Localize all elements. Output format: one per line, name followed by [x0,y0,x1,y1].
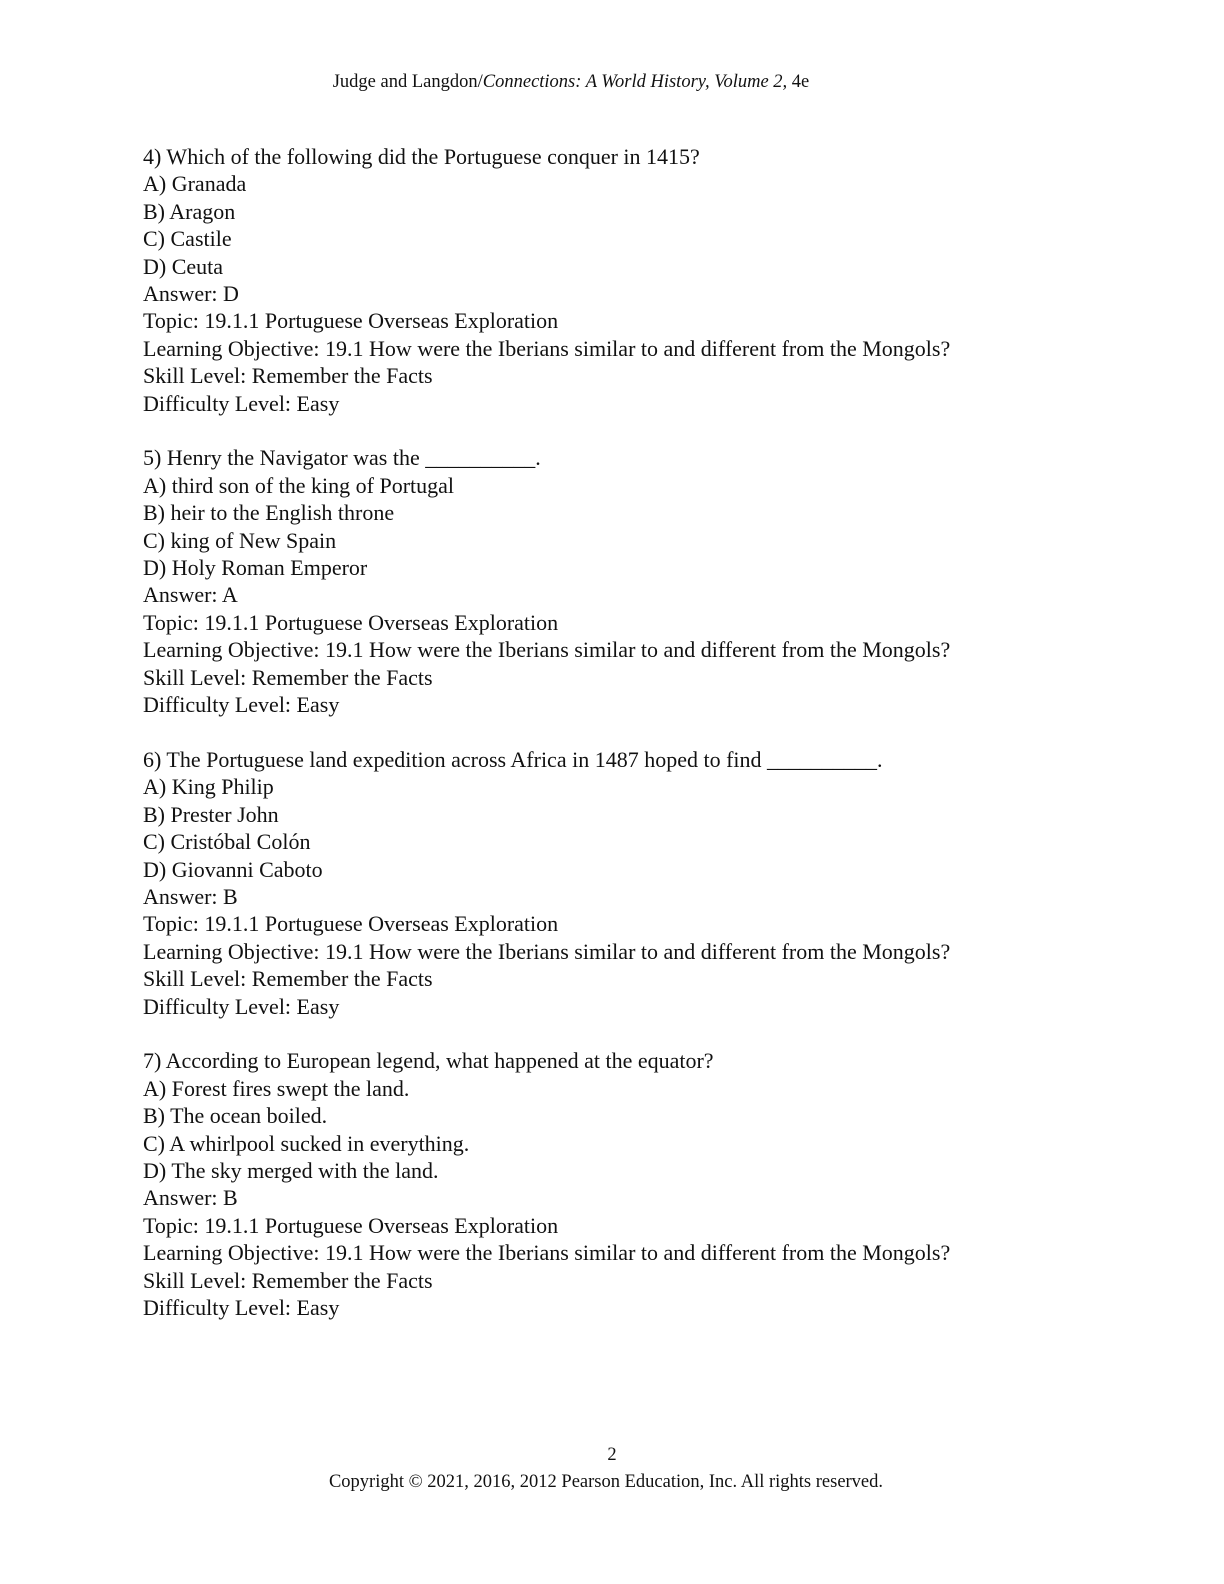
running-header [0,72,1142,93]
header-edition: 4e [787,72,810,92]
answer-option: C) Cristóbal Colón [143,829,311,855]
answer-key: Answer: A [143,582,238,608]
answer-option: A) Granada [143,171,247,197]
answer-option: B) Aragon [143,198,236,224]
answer-option: B) Prester John [143,801,279,827]
question-text: 5) Henry the Navigator was the __________. [143,445,541,471]
skill-level: Skill Level: Remember the Facts [143,664,433,690]
answer-option: D) Holy Roman Emperor [143,555,368,581]
question-text: 4) Which of the following did the Portuguese conquer in 1415? [143,144,700,169]
answer-option: A) third son of the king of Portugal [143,472,455,498]
topic: Topic: 19.1.1 Portuguese Overseas Exploration [143,609,559,635]
answer-option: B) The ocean boiled. [143,1103,328,1129]
learning-objective: Learning Objective: 19.1 How were the Iberians similar to and different from the Mongols? [143,637,951,663]
topic: Topic: 19.1.1 Portuguese Overseas Exploration [143,911,559,937]
question-block [143,746,950,1020]
question-block [143,143,950,417]
answer-key: Answer: B [143,883,238,909]
question-text: 7) According to European legend, what happened at the equator? [143,1048,714,1074]
answer-key: Answer: B [143,1185,238,1211]
answer-option: C) king of New Spain [143,527,337,553]
answer-option: D) The sky merged with the land. [143,1157,439,1183]
learning-objective: Learning Objective: 19.1 How were the Iberians similar to and different from the Mongols? [143,938,951,964]
skill-level: Skill Level: Remember the Facts [143,966,433,992]
question-text: 6) The Portuguese land expedition across Africa in 1487 hoped to find __________. [143,746,883,772]
header-book-title: Connections: A World History, Volume 2, [482,72,788,92]
skill-level: Skill Level: Remember the Facts [143,363,433,389]
difficulty-level: Difficulty Level: Easy [143,390,340,416]
page-number: 2 [607,1445,617,1465]
answer-option: A) Forest fires swept the land. [143,1075,410,1101]
skill-level: Skill Level: Remember the Facts [143,1267,433,1293]
difficulty-level: Difficulty Level: Easy [143,692,340,718]
answer-option: A) King Philip [143,774,274,800]
question-block [143,1047,950,1321]
answer-option: D) Giovanni Caboto [143,856,323,882]
copyright-notice: Copyright © 2021, 2016, 2012 Pearson Education, Inc. All rights reserved. [328,1472,884,1492]
learning-objective: Learning Objective: 19.1 How were the Iberians similar to and different from the Mongols? [143,335,951,361]
answer-option: D) Ceuta [143,253,224,279]
topic: Topic: 19.1.1 Portuguese Overseas Exploration [143,1212,559,1238]
question-block [143,444,950,718]
difficulty-level: Difficulty Level: Easy [143,1295,340,1321]
difficulty-level: Difficulty Level: Easy [143,993,340,1019]
answer-option: C) A whirlpool sucked in everything. [143,1130,470,1156]
answer-key: Answer: D [143,281,239,307]
header-authors: Judge and Langdon/ [332,72,483,92]
answer-option: B) heir to the English throne [143,500,395,526]
learning-objective: Learning Objective: 19.1 How were the Iberians similar to and different from the Mongols? [143,1240,951,1266]
topic: Topic: 19.1.1 Portuguese Overseas Exploration [143,308,559,334]
question-list [143,143,950,1349]
answer-option: C) Castile [143,226,232,252]
